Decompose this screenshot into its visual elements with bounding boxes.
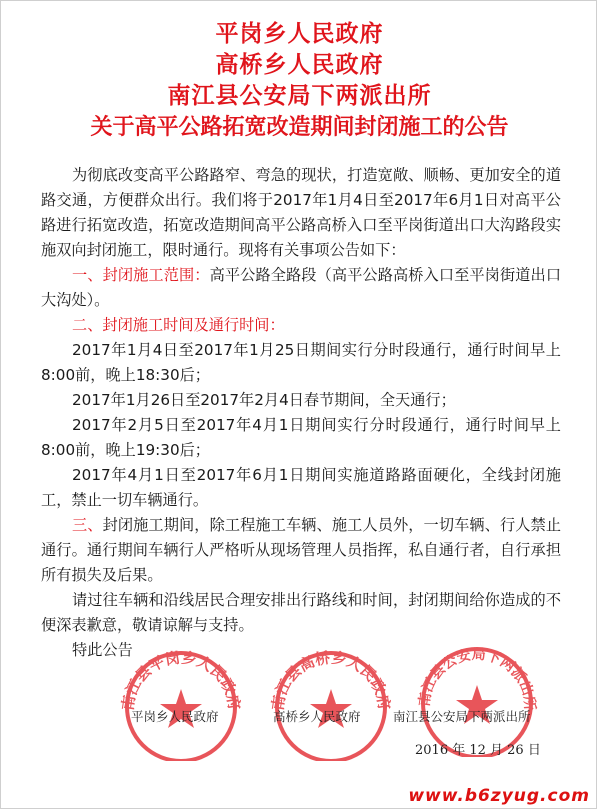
signature-gaoqiao: 高桥乡人民政府 bbox=[273, 709, 361, 724]
notice-header bbox=[1, 19, 597, 143]
intro-paragraph: 为彻底改变高平公路路窄、弯急的现状，打造宽敞、顺畅、更加安全的道路交通，方便群众出行。我们将于2017年1月4日至2017年6月1日对高平公路进行拓宽改造，拓宽改造期间高平公路高桥入口至平岗街道出口大沟路段实施双向封闭施工，限时通行。现将有关事项公告如下： bbox=[41, 166, 561, 259]
seal-gaoqiao-stamp bbox=[263, 641, 399, 761]
schedule-item-4: 2017年4月1日至2017年6月1日期间实施道路路面硬化，全线封闭施工，禁止一切车辆通行。 bbox=[41, 466, 561, 509]
section-1 bbox=[41, 263, 561, 313]
issue-date: 2016 年 12 月 26 日 bbox=[415, 743, 541, 758]
section-3-text: 封闭施工期间，除工程施工车辆、施工人员外，一切车辆、行人禁止通行。通行期间车辆行人严格听从现场管理人员指挥，私自通行者，自行承担所有损失及后果。 bbox=[41, 516, 562, 584]
closing-paragraph: 请过往车辆和沿线居民合理安排出行路线和时间，封闭期间给你造成的不便深表歉意，敬请谅解与支持。 bbox=[41, 591, 561, 634]
issuer-line-2: 高桥乡人民政府 bbox=[215, 52, 384, 78]
seal-pinggang-stamp bbox=[113, 641, 249, 761]
sign-off: 特此公告 bbox=[72, 641, 133, 659]
seal-2-lettering: 南江县高桥乡人民政府 bbox=[268, 648, 394, 712]
section-3-label: 三、 bbox=[72, 516, 103, 534]
section-1-label: 一、封闭施工范围： bbox=[72, 266, 210, 284]
schedule-item-2: 2017年1月26日至2017年2月4日春节期间，全天通行； bbox=[72, 391, 456, 409]
schedule-item-3: 2017年2月5日至2017年4月1日期间实行分时段通行，通行时间早上8:00前，晚上19:30后； bbox=[41, 416, 561, 459]
notice-body bbox=[41, 163, 561, 663]
section-3 bbox=[41, 513, 561, 588]
seal-3-lettering: 南江县公安局下两派出所 bbox=[416, 646, 538, 711]
section-1-text: 高平公路全路段（高平公路高桥入口至平岗街道出口大沟处）。 bbox=[41, 266, 562, 309]
issuer-line-1: 平岗乡人民政府 bbox=[215, 21, 384, 47]
seal-1-lettering: 南江县平岗乡人民政府 bbox=[118, 648, 244, 712]
site-watermark: www.b6zyug.com bbox=[408, 786, 590, 806]
signature-police: 南江县公安局下两派出所 bbox=[393, 709, 531, 724]
issuer-line-3: 南江县公安局下两派出所 bbox=[167, 83, 432, 109]
schedule-item-1: 2017年1月4日至2017年1月25日期间实行分时段通行，通行时间早上8:00前，晚上18:30后； bbox=[41, 341, 561, 384]
signature-pinggang: 平岗乡人民政府 bbox=[131, 709, 219, 724]
notice-title: 关于高平公路拓宽改造期间封闭施工的公告 bbox=[90, 115, 509, 140]
section-2-label: 二、封闭施工时间及通行时间： bbox=[72, 316, 285, 334]
